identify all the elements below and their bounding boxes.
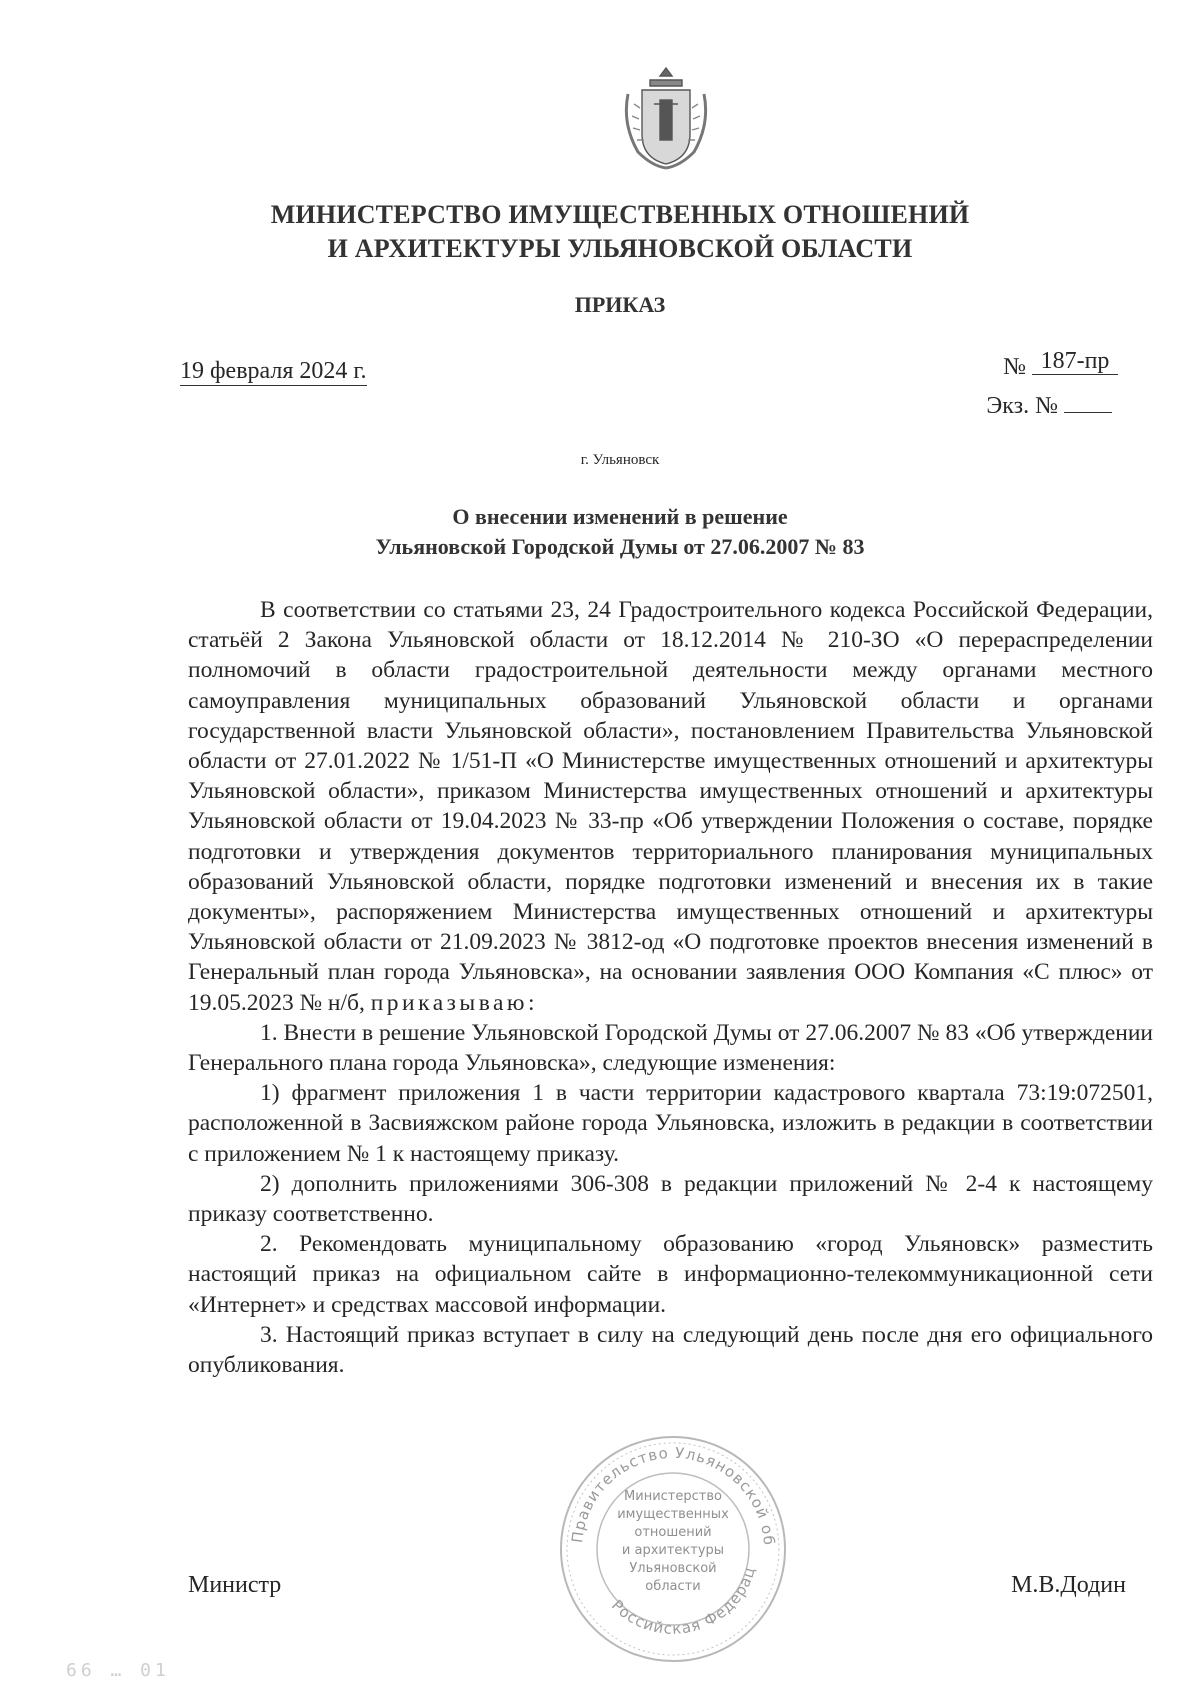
order-word: приказываю: [370,989,539,1016]
stamp-line-1: Министерство [624,1489,722,1504]
preamble-text: В соответствии со статьями 23, 24 Градостроительного кодекса Российской Федерации, статьёй 2 Закона Ульяновской области от 18.12.2014 № 210-ЗО «О перераспределении полномочий в области градостроительной деятельности между органами местного самоуправления муниципальных образований Ульяновской области и органами государственной власти Ульяновской области», постановлением Правительства Ульяновской области от 27.01.2022 № 1/51-П «О Министерстве имущественных отношений и архитектуры Ульяновской области», приказом Министерства имущественных отношений и архитектуры Ульяновской области от 19.04.2023 № 33-пр «Об утверждении Положения о составе, порядке подготовки и утверждения документов территориального планирования муниципальных образований Ульяновской области, порядке подготовки изменений и внесения их в такие документы», распоряжением Министерства имущественных отношений и архитектуры Ульяновской области от 21.09.2023 № 3812-од «О подготовке проектов внесения изменений в Генеральный план города Ульяновска», на основании заявления ООО Компания «С плюс» от 19.05.2023 № н/б, [188,597,1153,1016]
ministry-line-2: И АРХИТЕКТУРЫ УЛЬЯНОВСКОЙ ОБЛАСТИ [327,234,913,263]
item-3: 3. Настоящий приказ вступает в силу на следующий день после дня его официального опубликования. [188,1321,1153,1379]
subject-line-1: О внесении изменений в решение [452,504,788,529]
document-type: ПРИКАЗ [574,292,666,317]
stamp-outer-top-text: Правительство Ульяновской об [568,1443,779,1547]
stamp-line-3: отношений [634,1525,712,1540]
item-2: 2. Рекомендовать муниципальному образованию «город Ульяновск» разместить настоящий приказ на официальном сайте в информационно-телекоммуникационной сети «Интернет» и средствах массовой информации. [188,1231,1153,1318]
city: г. Ульяновск [580,452,660,468]
stamp-line-6: области [645,1579,701,1594]
signer-name: М.В.Додин [1011,1572,1126,1598]
order-number-label: № [1003,354,1026,380]
stamp-line-5: Ульяновской [629,1561,717,1576]
order-number [1003,348,1118,381]
copy-number-blank [1064,392,1112,413]
scan-artifact-mark: 66 … 01 [66,1660,170,1681]
stamp-outer-bottom-text: Российская Федерац [607,1564,759,1638]
order-number-value: 187-пр [1032,348,1118,375]
stamp-line-4: и архитектуры [621,1543,725,1558]
ministry-line-1: МИНИСТЕРСТВО ИМУЩЕСТВЕННЫХ ОТНОШЕНИЙ [270,200,970,229]
order-subject [0,502,1200,562]
ministry-name [0,198,1200,266]
signer-title: Министр [188,1572,282,1598]
subject-line-2: Ульяновской Городской Думы от 27.06.2007 № 83 [375,534,865,559]
order-body [188,595,1153,1380]
round-seal-stamp-icon [556,1432,790,1666]
coat-of-arms-icon [620,64,712,172]
order-date-text: 19 февраля 2024 г. [180,358,367,384]
preamble-paragraph [188,595,1153,1018]
copy-number [986,392,1112,420]
order-date [180,358,367,385]
item-1: 1. Внести в решение Ульяновской Городской Думы от 27.06.2007 № 83 «Об утверждении Генерального плана города Ульяновска», следующие изменения: [188,1019,1153,1077]
stamp-line-2: имущественных [617,1507,729,1522]
item-1-sub-2: 2) дополнить приложениями 306-308 в редакции приложений № 2-4 к настоящему приказу соответственно. [188,1170,1153,1228]
copy-number-label: Экз. № [986,393,1058,419]
item-1-sub-1: 1) фрагмент приложения 1 в части территории кадастрового квартала 73:19:072501, расположенной в Засвияжском районе города Ульяновска, изложить в редакции в соответствии с приложением № 1 к настоящему приказу. [188,1080,1153,1167]
